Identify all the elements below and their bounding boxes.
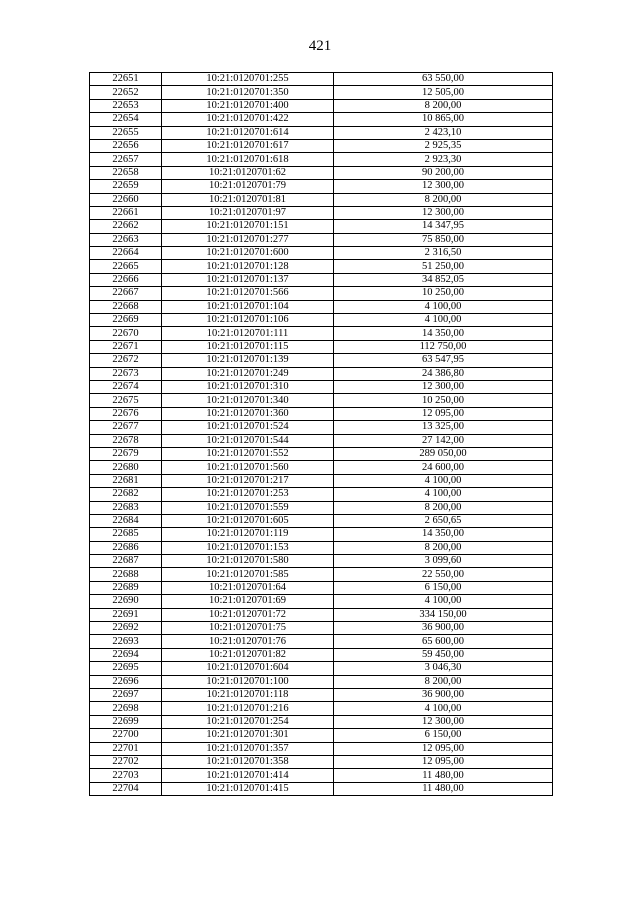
table-row — [90, 514, 553, 527]
amount-cell: 2 423,10 — [334, 126, 553, 139]
table-row — [90, 461, 553, 474]
amount-cell: 12 300,00 — [334, 206, 553, 219]
table-row — [90, 528, 553, 541]
table-row — [90, 300, 553, 313]
amount-cell: 10 250,00 — [334, 394, 553, 407]
amount-cell: 8 200,00 — [334, 99, 553, 112]
amount-cell: 289 050,00 — [334, 447, 553, 460]
cadastral-number-cell: 10:21:0120701:277 — [162, 233, 334, 246]
cadastral-number-cell: 10:21:0120701:216 — [162, 702, 334, 715]
amount-cell: 36 900,00 — [334, 622, 553, 635]
cadastral-number-cell: 10:21:0120701:217 — [162, 474, 334, 487]
table-row — [90, 367, 553, 380]
cadastral-number-cell: 10:21:0120701:524 — [162, 421, 334, 434]
cadastral-number-cell: 10:21:0120701:357 — [162, 742, 334, 755]
cadastral-number-cell: 10:21:0120701:128 — [162, 260, 334, 273]
table-row — [90, 675, 553, 688]
row-number-cell: 22660 — [90, 193, 162, 206]
cadastral-number-cell: 10:21:0120701:253 — [162, 488, 334, 501]
cadastral-number-cell: 10:21:0120701:249 — [162, 367, 334, 380]
row-number-cell: 22678 — [90, 434, 162, 447]
table-row — [90, 260, 553, 273]
cadastral-number-cell: 10:21:0120701:139 — [162, 354, 334, 367]
row-number-cell: 22703 — [90, 769, 162, 782]
amount-cell: 4 100,00 — [334, 488, 553, 501]
row-number-cell: 22676 — [90, 407, 162, 420]
cadastral-number-cell: 10:21:0120701:254 — [162, 715, 334, 728]
table-row — [90, 380, 553, 393]
amount-cell: 27 142,00 — [334, 434, 553, 447]
amount-cell: 6 150,00 — [334, 729, 553, 742]
amount-cell: 65 600,00 — [334, 635, 553, 648]
row-number-cell: 22683 — [90, 501, 162, 514]
table-row — [90, 139, 553, 152]
row-number-cell: 22700 — [90, 729, 162, 742]
cadastral-number-cell: 10:21:0120701:559 — [162, 501, 334, 514]
cadastral-number-cell: 10:21:0120701:76 — [162, 635, 334, 648]
cadastral-number-cell: 10:21:0120701:82 — [162, 648, 334, 661]
page-number: 421 — [308, 38, 332, 54]
row-number-cell: 22651 — [90, 73, 162, 86]
table-row — [90, 287, 553, 300]
table-row — [90, 648, 553, 661]
table-row — [90, 73, 553, 86]
cadastral-number-cell: 10:21:0120701:617 — [162, 139, 334, 152]
table-row — [90, 488, 553, 501]
row-number-cell: 22696 — [90, 675, 162, 688]
row-number-cell: 22659 — [90, 180, 162, 193]
table-row — [90, 595, 553, 608]
amount-cell: 2 650,65 — [334, 514, 553, 527]
amount-cell: 12 505,00 — [334, 86, 553, 99]
cadastral-number-cell: 10:21:0120701:81 — [162, 193, 334, 206]
cadastral-number-cell: 10:21:0120701:544 — [162, 434, 334, 447]
cadastral-number-cell: 10:21:0120701:301 — [162, 729, 334, 742]
table-row — [90, 126, 553, 139]
row-number-cell: 22654 — [90, 113, 162, 126]
cadastral-number-cell: 10:21:0120701:118 — [162, 688, 334, 701]
row-number-cell: 22665 — [90, 260, 162, 273]
table-row — [90, 407, 553, 420]
cadastral-number-cell: 10:21:0120701:358 — [162, 755, 334, 768]
amount-cell: 8 200,00 — [334, 541, 553, 554]
row-number-cell: 22689 — [90, 581, 162, 594]
amount-cell: 12 095,00 — [334, 755, 553, 768]
cadastral-number-cell: 10:21:0120701:414 — [162, 769, 334, 782]
amount-cell: 334 150,00 — [334, 608, 553, 621]
table-row — [90, 729, 553, 742]
amount-cell: 63 547,95 — [334, 354, 553, 367]
row-number-cell: 22697 — [90, 688, 162, 701]
row-number-cell: 22688 — [90, 568, 162, 581]
amount-cell: 12 300,00 — [334, 715, 553, 728]
amount-cell: 12 300,00 — [334, 180, 553, 193]
amount-cell: 8 200,00 — [334, 193, 553, 206]
amount-cell: 10 250,00 — [334, 287, 553, 300]
amount-cell: 10 865,00 — [334, 113, 553, 126]
cadastral-number-cell: 10:21:0120701:97 — [162, 206, 334, 219]
row-number-cell: 22681 — [90, 474, 162, 487]
table-row — [90, 501, 553, 514]
cadastral-number-cell: 10:21:0120701:360 — [162, 407, 334, 420]
cadastral-number-cell: 10:21:0120701:104 — [162, 300, 334, 313]
table-row — [90, 742, 553, 755]
row-number-cell: 22677 — [90, 421, 162, 434]
table-row — [90, 715, 553, 728]
cadastral-number-cell: 10:21:0120701:69 — [162, 595, 334, 608]
amount-cell: 8 200,00 — [334, 675, 553, 688]
amount-cell: 6 150,00 — [334, 581, 553, 594]
row-number-cell: 22669 — [90, 314, 162, 327]
row-number-cell: 22667 — [90, 287, 162, 300]
amount-cell: 14 350,00 — [334, 528, 553, 541]
row-number-cell: 22668 — [90, 300, 162, 313]
row-number-cell: 22656 — [90, 139, 162, 152]
table-row — [90, 327, 553, 340]
cadastral-number-cell: 10:21:0120701:64 — [162, 581, 334, 594]
row-number-cell: 22663 — [90, 233, 162, 246]
cadastral-number-cell: 10:21:0120701:400 — [162, 99, 334, 112]
table-row — [90, 166, 553, 179]
row-number-cell: 22682 — [90, 488, 162, 501]
row-number-cell: 22672 — [90, 354, 162, 367]
table-row — [90, 541, 553, 554]
amount-cell: 36 900,00 — [334, 688, 553, 701]
cadastral-number-cell: 10:21:0120701:72 — [162, 608, 334, 621]
row-number-cell: 22675 — [90, 394, 162, 407]
cadastral-number-cell: 10:21:0120701:600 — [162, 247, 334, 260]
cadastral-number-cell: 10:21:0120701:580 — [162, 555, 334, 568]
cadastral-number-cell: 10:21:0120701:151 — [162, 220, 334, 233]
table-row — [90, 113, 553, 126]
table-row — [90, 247, 553, 260]
amount-cell: 4 100,00 — [334, 474, 553, 487]
table-row — [90, 434, 553, 447]
row-number-cell: 22680 — [90, 461, 162, 474]
row-number-cell: 22698 — [90, 702, 162, 715]
row-number-cell: 22695 — [90, 662, 162, 675]
amount-cell: 11 480,00 — [334, 782, 553, 795]
cadastral-number-cell: 10:21:0120701:614 — [162, 126, 334, 139]
row-number-cell: 22687 — [90, 555, 162, 568]
cadastral-number-cell: 10:21:0120701:415 — [162, 782, 334, 795]
table-row — [90, 233, 553, 246]
amount-cell: 112 750,00 — [334, 340, 553, 353]
table-row — [90, 99, 553, 112]
amount-cell: 2 925,35 — [334, 139, 553, 152]
row-number-cell: 22702 — [90, 755, 162, 768]
table-row — [90, 688, 553, 701]
table-row — [90, 608, 553, 621]
row-number-cell: 22655 — [90, 126, 162, 139]
table-row — [90, 474, 553, 487]
cadastral-number-cell: 10:21:0120701:111 — [162, 327, 334, 340]
amount-cell: 12 300,00 — [334, 380, 553, 393]
row-number-cell: 22671 — [90, 340, 162, 353]
amount-cell: 3 046,30 — [334, 662, 553, 675]
amount-cell: 2 923,30 — [334, 153, 553, 166]
cadastral-number-cell: 10:21:0120701:119 — [162, 528, 334, 541]
table-row — [90, 581, 553, 594]
cadastral-number-cell: 10:21:0120701:350 — [162, 86, 334, 99]
amount-cell: 12 095,00 — [334, 742, 553, 755]
amount-cell: 63 550,00 — [334, 73, 553, 86]
amount-cell: 2 316,50 — [334, 247, 553, 260]
table-row — [90, 662, 553, 675]
table-row — [90, 354, 553, 367]
amount-cell: 4 100,00 — [334, 595, 553, 608]
amount-cell: 24 386,80 — [334, 367, 553, 380]
row-number-cell: 22699 — [90, 715, 162, 728]
row-number-cell: 22694 — [90, 648, 162, 661]
amount-cell: 3 099,60 — [334, 555, 553, 568]
cadastral-number-cell: 10:21:0120701:62 — [162, 166, 334, 179]
cadastral-number-cell: 10:21:0120701:100 — [162, 675, 334, 688]
table-row — [90, 314, 553, 327]
table-row — [90, 193, 553, 206]
table-row — [90, 273, 553, 286]
amount-cell: 75 850,00 — [334, 233, 553, 246]
amount-cell: 24 600,00 — [334, 461, 553, 474]
table-row — [90, 769, 553, 782]
amount-cell: 59 450,00 — [334, 648, 553, 661]
row-number-cell: 22662 — [90, 220, 162, 233]
table-row — [90, 555, 553, 568]
cadastral-number-cell: 10:21:0120701:566 — [162, 287, 334, 300]
amount-cell: 51 250,00 — [334, 260, 553, 273]
row-number-cell: 22674 — [90, 380, 162, 393]
row-number-cell: 22658 — [90, 166, 162, 179]
table-row — [90, 702, 553, 715]
amount-cell: 22 550,00 — [334, 568, 553, 581]
table-row — [90, 447, 553, 460]
amount-cell: 14 347,95 — [334, 220, 553, 233]
amount-cell: 14 350,00 — [334, 327, 553, 340]
table-row — [90, 635, 553, 648]
table-row — [90, 206, 553, 219]
row-number-cell: 22684 — [90, 514, 162, 527]
table-row — [90, 86, 553, 99]
table-row — [90, 153, 553, 166]
table-row — [90, 755, 553, 768]
cadastral-number-cell: 10:21:0120701:422 — [162, 113, 334, 126]
cadastral-number-cell: 10:21:0120701:75 — [162, 622, 334, 635]
table-row — [90, 220, 553, 233]
cadastral-number-cell: 10:21:0120701:115 — [162, 340, 334, 353]
amount-cell: 11 480,00 — [334, 769, 553, 782]
cadastral-number-cell: 10:21:0120701:605 — [162, 514, 334, 527]
row-number-cell: 22670 — [90, 327, 162, 340]
cadastral-number-cell: 10:21:0120701:585 — [162, 568, 334, 581]
table-row — [90, 394, 553, 407]
row-number-cell: 22693 — [90, 635, 162, 648]
cadastral-number-cell: 10:21:0120701:340 — [162, 394, 334, 407]
row-number-cell: 22664 — [90, 247, 162, 260]
row-number-cell: 22685 — [90, 528, 162, 541]
row-number-cell: 22652 — [90, 86, 162, 99]
cadastral-number-cell: 10:21:0120701:552 — [162, 447, 334, 460]
amount-cell: 13 325,00 — [334, 421, 553, 434]
amount-cell: 90 200,00 — [334, 166, 553, 179]
records-table-body — [90, 73, 553, 796]
cadastral-number-cell: 10:21:0120701:604 — [162, 662, 334, 675]
table-row — [90, 782, 553, 795]
row-number-cell: 22690 — [90, 595, 162, 608]
amount-cell: 4 100,00 — [334, 702, 553, 715]
table-row — [90, 340, 553, 353]
table-row — [90, 622, 553, 635]
cadastral-number-cell: 10:21:0120701:153 — [162, 541, 334, 554]
amount-cell: 4 100,00 — [334, 314, 553, 327]
cadastral-number-cell: 10:21:0120701:310 — [162, 380, 334, 393]
row-number-cell: 22701 — [90, 742, 162, 755]
row-number-cell: 22666 — [90, 273, 162, 286]
records-table — [89, 72, 553, 796]
row-number-cell: 22673 — [90, 367, 162, 380]
row-number-cell: 22691 — [90, 608, 162, 621]
cadastral-number-cell: 10:21:0120701:106 — [162, 314, 334, 327]
row-number-cell: 22661 — [90, 206, 162, 219]
amount-cell: 12 095,00 — [334, 407, 553, 420]
table-row — [90, 180, 553, 193]
row-number-cell: 22692 — [90, 622, 162, 635]
amount-cell: 34 852,05 — [334, 273, 553, 286]
cadastral-number-cell: 10:21:0120701:618 — [162, 153, 334, 166]
row-number-cell: 22653 — [90, 99, 162, 112]
table-row — [90, 568, 553, 581]
amount-cell: 4 100,00 — [334, 300, 553, 313]
table-row — [90, 421, 553, 434]
amount-cell: 8 200,00 — [334, 501, 553, 514]
cadastral-number-cell: 10:21:0120701:137 — [162, 273, 334, 286]
cadastral-number-cell: 10:21:0120701:255 — [162, 73, 334, 86]
row-number-cell: 22657 — [90, 153, 162, 166]
cadastral-number-cell: 10:21:0120701:79 — [162, 180, 334, 193]
row-number-cell: 22679 — [90, 447, 162, 460]
row-number-cell: 22686 — [90, 541, 162, 554]
cadastral-number-cell: 10:21:0120701:560 — [162, 461, 334, 474]
row-number-cell: 22704 — [90, 782, 162, 795]
